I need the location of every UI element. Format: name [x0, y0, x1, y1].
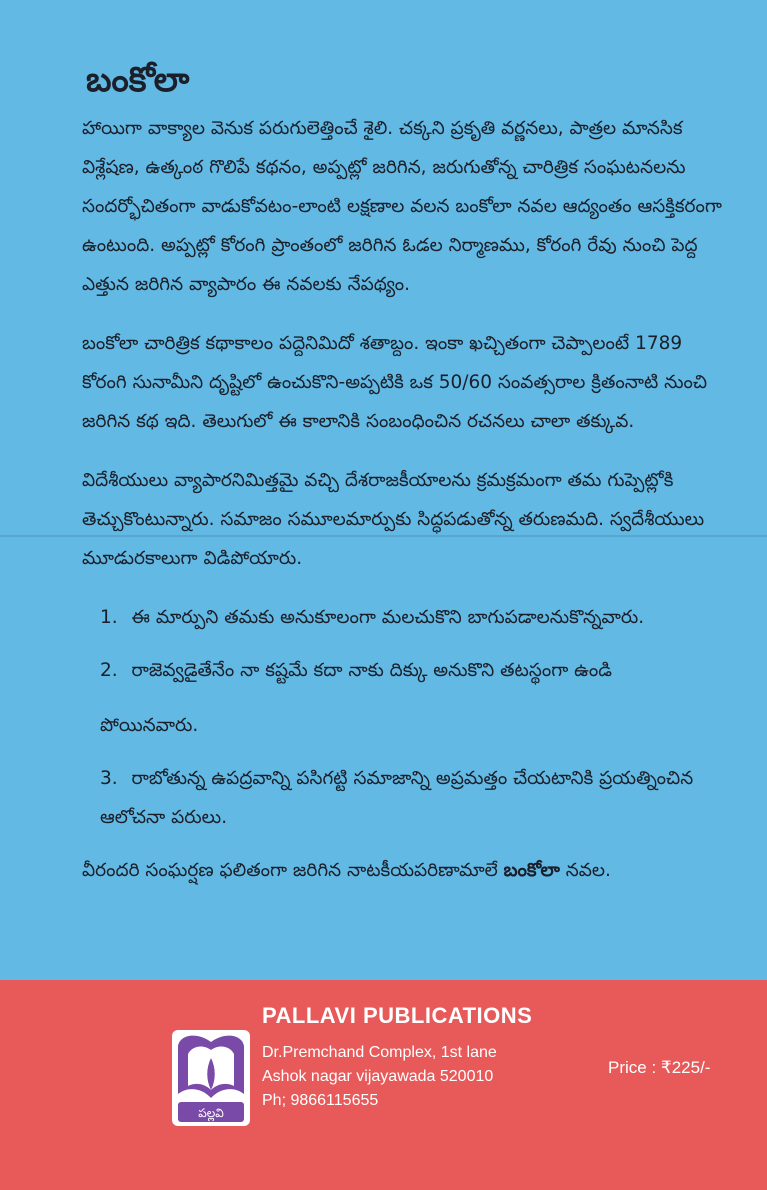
- closing-text-end: నవల.: [559, 860, 611, 881]
- list-number: 1.: [100, 607, 118, 628]
- publisher-phone: Ph; 9866115655: [262, 1092, 379, 1109]
- paragraph-3: విదేశీయులు వ్యాపారనిమిత్తమై వచ్చి దేశరాజకీయాలను క్రమక్రమంగా తమ గుప్పెట్లోకి తెచ్చుకొంటున్నారు. సమాజం సమూలమార్పుకు సిద్ధపడుతోన్న తరుణమది. స్వదేశీయులు మూడురకాలుగా విడిపోయారు.: [82, 470, 705, 569]
- closing-text: వీరందరి సంఘర్షణ ఫలితంగా జరిగిన నాటకీయపరిణామాలే: [82, 860, 504, 881]
- list-text: ఈ మార్పుని తమకు అనుకూలంగా మలచుకొని బాగుపడాలనుకొన్నవారు.: [131, 607, 645, 628]
- paragraph-2: బంకోలా చారిత్రిక కథాకాలం పద్దెనిమిదో శతాబ్దం. ఇంకా ఖచ్చితంగా చెప్పాలంటే 1789 కోరంగి సునామీని దృష్టిలో ఉంచుకొని-అప్పటికి ఒక 50/60 సంవత్సరాల క్రితంనాటి నుంచి జరిగిన కథ ఇది. తెలుగులో ఈ కాలానికి సంబంధించిన రచనలు చాలా తక్కువ.: [82, 333, 708, 432]
- closing-title: బంకోలా: [503, 860, 560, 881]
- logo-text: పల్లవి: [198, 1106, 224, 1120]
- paragraph-1: హాయిగా వాక్యాల వెనుక పరుగులెత్తించే శైలి. చక్కని ప్రకృతి వర్ణనలు, పాత్రల మానసిక విశ్లేషణ, ఉత్కంఠ గొలిపే కథనం, అప్పట్లో జరిగిన, జరుగుతోన్న చారిత్రిక సంఘటనలను సందర్భోచితంగా వాడుకోవటం-లాంటి లక్షణాల వలన బంకోలా నవల ఆద్యంతం ఆసక్తికరంగా ఉంటుంది. అప్పట్లో కోరంగి ప్రాంతంలో జరిగిన ఓడల నిర్మాణము, కోరంగి రేవు నుంచి పెద్ద ఎత్తున జరిగిన వ్యాపారం ఈ నవలకు నేపథ్యం.: [82, 118, 722, 295]
- closing-line: [82, 851, 722, 890]
- price-label: Price : ₹225/-: [608, 1058, 711, 1077]
- list-text: రాబోతున్న ఉపద్రవాన్ని పసిగట్టి సమాజాన్ని అప్రమత్తం చేయటానికి ప్రయత్నించిన ఆలోచనా పరులు.: [100, 768, 694, 828]
- list-number: 3.: [100, 768, 118, 789]
- list-item-1: [100, 598, 722, 637]
- publisher-address-line-2: Ashok nagar vijayawada 520010: [262, 1068, 494, 1085]
- publisher-address-line-1: Dr.Premchand Complex, 1st lane: [262, 1044, 497, 1061]
- book-title: బంకోలా: [86, 60, 190, 100]
- publisher-logo-icon: [170, 1028, 252, 1128]
- list-number: 2.: [100, 660, 118, 681]
- blurb-text: [82, 55, 722, 890]
- publisher-name: PALLAVI PUBLICATIONS: [262, 1003, 533, 1028]
- list-item-3: [100, 759, 722, 837]
- list-item-2: [100, 651, 722, 745]
- list-text-continued: పోయినవారు.: [100, 715, 199, 736]
- list-text: రాజెవ్వడైతేనేం నా కష్టమే కదా నాకు దిక్కు అనుకొని తటస్థంగా ఉండి: [131, 660, 612, 681]
